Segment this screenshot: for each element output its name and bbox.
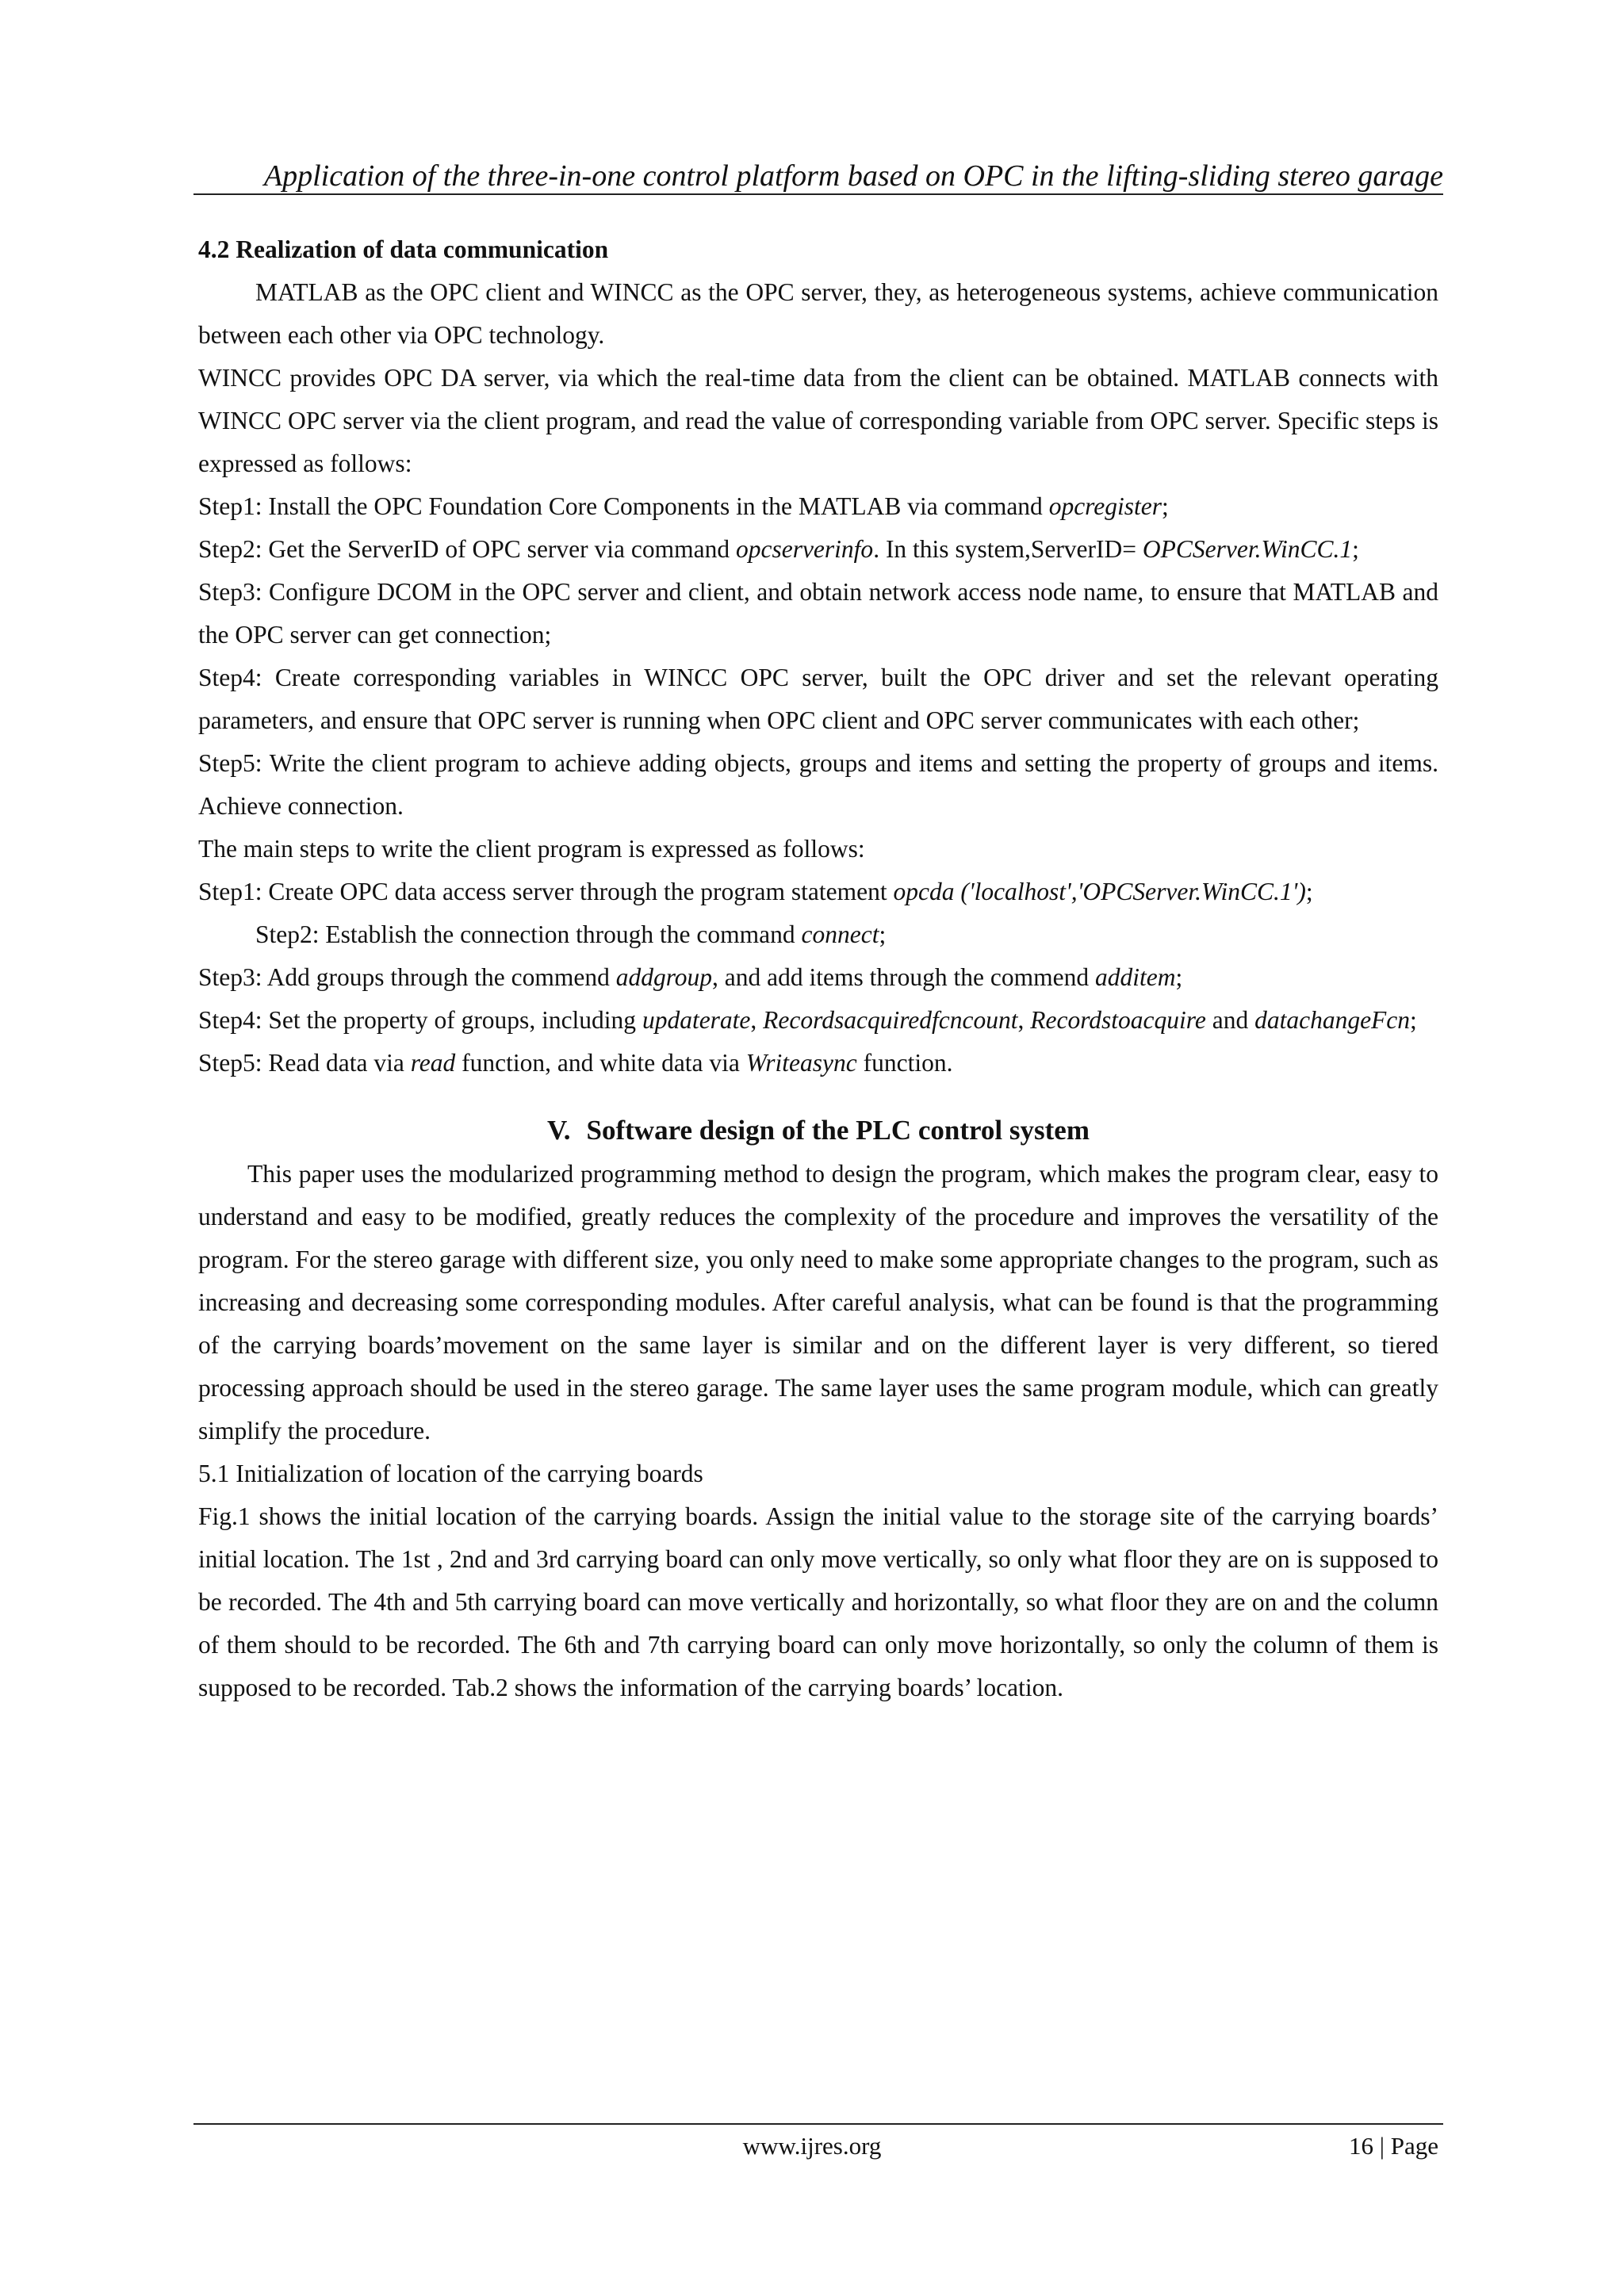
- command-addgroup: addgroup: [615, 963, 713, 991]
- footer-website: www.ijres.org: [742, 2132, 882, 2160]
- step-3-dcom: Step3: Configure DCOM in the OPC server and client, and obtain network access node name, to ensure that MATLAB and the OPC server can get connection;: [198, 578, 1438, 649]
- step-4-variables: Step4: Create corresponding variables in WINCC OPC server, built the OPC driver and set the relevant operating parameters, and ensure that OPC server is running when OPC client and OPC server communicates with each other;: [198, 664, 1438, 734]
- command-connect: connect: [801, 920, 879, 948]
- main-step-4-properties: Step4: Set the property of groups, including updaterate, Recordsacquiredfcncount, Recordstoacquire and datachangeFcn;: [198, 1006, 1417, 1034]
- function-writeasync: Writeasync: [745, 1049, 857, 1077]
- header-rule: [193, 193, 1443, 195]
- section-title-5: [198, 1108, 1438, 1153]
- main-step-3-groups: Step3: Add groups through the commend addgroup, and add items through the commend additem;: [198, 963, 1183, 991]
- subsection-heading-5-1: 5.1 Initialization of location of the carrying boards: [198, 1460, 703, 1487]
- step-1-install: Step1: Install the OPC Foundation Core Components in the MATLAB via command opcregister;: [198, 492, 1169, 520]
- main-step-1-opcda: Step1: Create OPC data access server through the program statement opcda ('localhost','OPCServer.WinCC.1');: [198, 878, 1313, 905]
- property-updaterate: updaterate: [642, 1006, 751, 1034]
- server-id-value: OPCServer.WinCC.1: [1142, 535, 1353, 563]
- running-header: Application of the three-in-one control platform based on OPC in the lifting-sliding stereo garage: [263, 159, 1443, 193]
- step-2-serverid: Step2: Get the ServerID of OPC server via command opcserverinfo. In this system,ServerID= OPCServer.WinCC.1;: [198, 535, 1359, 563]
- main-steps-intro: The main steps to write the client program is expressed as follows:: [198, 835, 865, 863]
- property-datachangefcn: datachangeFcn: [1254, 1006, 1411, 1034]
- statement-opcda: opcda ('localhost','OPCServer.WinCC.1'): [893, 878, 1306, 905]
- main-step-2-connect: Step2: Establish the connection through the command connect;: [255, 920, 887, 948]
- paragraph-opc-intro: MATLAB as the OPC client and WINCC as the OPC server, they, as heterogeneous systems, achieve communication between each other via OPC technology.: [198, 278, 1438, 349]
- step-5-client-program: Step5: Write the client program to achieve adding objects, groups and items and setting the property of groups and items. Achieve connection.: [198, 749, 1438, 820]
- paragraph-initial-location: Fig.1 shows the initial location of the carrying boards. Assign the initial value to the storage site of the carrying boards’ initial location. The 1st , 2nd and 3rd carrying board can only move vertically, so only what floor they are on is supposed to be recorded. The 4th and 5th carrying board can move vertically and horizontally, so what floor they are on and the column of them should to be recorded. The 6th and 7th carrying board can only move horizontally, so only the column of them is supposed to be recorded. Tab.2 shows the information of the carrying boards’ location.: [198, 1502, 1438, 1701]
- section-title-text: Software design of the PLC control system: [586, 1115, 1090, 1146]
- paragraph-wincc-server: WINCC provides OPC DA server, via which the real-time data from the client can be obtained. MATLAB connects with WINCC OPC server via the client program, and read the value of corresponding variable from OPC server. Specific steps is expressed as follows:: [198, 364, 1438, 477]
- footer-rule: [193, 2123, 1443, 2125]
- section-number: V.: [547, 1115, 571, 1146]
- property-recordstoacquire: Recordstoacquire: [1030, 1006, 1206, 1034]
- command-opcserverinfo: opcserverinfo: [735, 535, 874, 563]
- section-heading-4-2: 4.2 Realization of data communication: [198, 235, 609, 263]
- main-step-5-read-write: Step5: Read data via read function, and white data via Writeasync function.: [198, 1049, 953, 1077]
- page-body: [198, 228, 1438, 1709]
- function-read: read: [410, 1049, 456, 1077]
- footer-page-number: 16 | Page: [1349, 2132, 1438, 2160]
- property-recordsacquiredfcncount: Recordsacquiredfcncount: [763, 1006, 1018, 1034]
- command-opcregister: opcregister: [1048, 492, 1162, 520]
- paragraph-modular-programming: This paper uses the modularized programming method to design the program, which makes the program clear, easy to understand and easy to be modified, greatly reduces the complexity of the procedure and improves the versatility of the program. For the stereo garage with different size, you only need to make some appropriate changes to the program, such as increasing and decreasing some corresponding modules. After careful analysis, what can be found is that the programming of the carrying boards’movement on the same layer is similar and on the different layer is very different, so tiered processing approach should be used in the stereo garage. The same layer uses the same program module, which can greatly simplify the procedure.: [198, 1160, 1438, 1445]
- command-additem: additem: [1094, 963, 1176, 991]
